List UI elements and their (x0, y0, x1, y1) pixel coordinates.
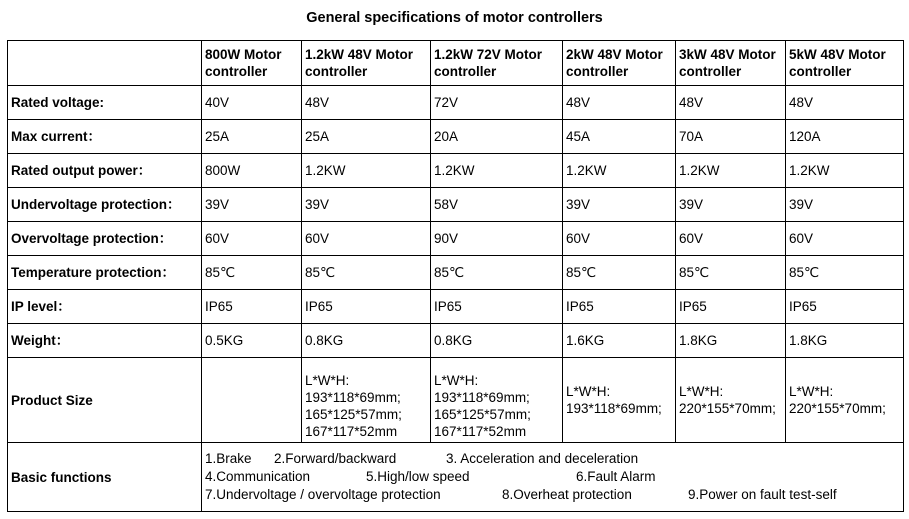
table-cell: 60V (302, 222, 431, 256)
table-cell: 25A (202, 120, 302, 154)
column-header: 2kW 48V Motor controller (563, 41, 676, 86)
table-cell: 0.5KG (202, 324, 302, 358)
row-label: Rated voltage: (8, 86, 202, 120)
row-label: Weight： (8, 324, 202, 358)
table-cell: L*W*H: 193*118*69mm; 165*125*57mm; 167*117*52mm (302, 358, 431, 443)
table-row (8, 324, 904, 358)
table-cell: 70A (676, 120, 786, 154)
table-cell: 48V (302, 86, 431, 120)
table-cell: 85℃ (786, 256, 904, 290)
column-header: 5kW 48V Motor controller (786, 41, 904, 86)
table-cell: 45A (563, 120, 676, 154)
table-cell: 48V (676, 86, 786, 120)
table-cell: 25A (302, 120, 431, 154)
table-row (8, 120, 904, 154)
table-cell: 48V (786, 86, 904, 120)
table-cell: 60V (676, 222, 786, 256)
table-row (8, 256, 904, 290)
basic-functions-row (8, 443, 904, 512)
table-cell: 72V (431, 86, 563, 120)
table-cell: IP65 (676, 290, 786, 324)
table-cell: 85℃ (563, 256, 676, 290)
table-cell: 1.2KW (786, 154, 904, 188)
row-label: Product Size (8, 358, 202, 443)
function-line (205, 486, 900, 504)
table-cell: 1.8KG (786, 324, 904, 358)
table-cell: L*W*H: 220*155*70mm; (786, 358, 904, 443)
table-cell: L*W*H: 193*118*69mm; 165*125*57mm; 167*117*52mm (431, 358, 563, 443)
table-cell: 39V (676, 188, 786, 222)
row-label: Rated output power： (8, 154, 202, 188)
table-cell: 1.2KW (302, 154, 431, 188)
row-label: Overvoltage protection： (8, 222, 202, 256)
column-header: 1.2kW 72V Motor controller (431, 41, 563, 86)
table-cell: 90V (431, 222, 563, 256)
function-item: 3. Acceleration and deceleration (446, 451, 639, 466)
row-label: IP level： (8, 290, 202, 324)
table-cell: 85℃ (676, 256, 786, 290)
function-item: 1.Brake (205, 451, 252, 466)
function-line (205, 450, 900, 468)
column-header: 1.2kW 48V Motor controller (302, 41, 431, 86)
table-row (8, 222, 904, 256)
row-label: Max current： (8, 120, 202, 154)
table-cell: IP65 (202, 290, 302, 324)
row-label: Undervoltage protection： (8, 188, 202, 222)
table-cell: 0.8KG (302, 324, 431, 358)
row-label: Basic functions (8, 443, 202, 512)
function-item: 6.Fault Alarm (576, 469, 656, 484)
table-cell: 48V (563, 86, 676, 120)
header-row (8, 41, 904, 86)
table-row (8, 188, 904, 222)
table-cell: 39V (563, 188, 676, 222)
table-cell: 1.8KG (676, 324, 786, 358)
basic-functions-cell (202, 443, 904, 512)
table-cell: IP65 (786, 290, 904, 324)
corner-cell (8, 41, 202, 86)
table-cell: 39V (302, 188, 431, 222)
table-row (8, 290, 904, 324)
table-cell: IP65 (563, 290, 676, 324)
table-cell: 85℃ (202, 256, 302, 290)
table-cell: 40V (202, 86, 302, 120)
column-header: 800W Motor controller (202, 41, 302, 86)
table-row (8, 154, 904, 188)
table-cell: 60V (786, 222, 904, 256)
function-line (205, 468, 900, 486)
column-header: 3kW 48V Motor controller (676, 41, 786, 86)
table-cell: 60V (202, 222, 302, 256)
table-cell: 800W (202, 154, 302, 188)
table-cell: 60V (563, 222, 676, 256)
table-cell: 1.6KG (563, 324, 676, 358)
function-item: 7.Undervoltage / overvoltage protection (205, 487, 441, 502)
table-cell: 1.2KW (676, 154, 786, 188)
table-cell: L*W*H: 220*155*70mm; (676, 358, 786, 443)
table-cell: 1.2KW (563, 154, 676, 188)
function-item: 9.Power on fault test-self (688, 487, 837, 502)
table-cell: IP65 (431, 290, 563, 324)
table-cell: 120A (786, 120, 904, 154)
table-row (8, 86, 904, 120)
function-item: 2.Forward/backward (274, 451, 397, 466)
row-label: Temperature protection： (8, 256, 202, 290)
table-cell: 39V (202, 188, 302, 222)
function-item: 4.Communication (205, 469, 311, 484)
table-cell: 20A (431, 120, 563, 154)
table-cell: 0.8KG (431, 324, 563, 358)
function-item: 5.High/low speed (366, 469, 470, 484)
table-cell: 58V (431, 188, 563, 222)
product-size-row (8, 358, 904, 443)
table-cell (202, 358, 302, 443)
table-cell: 85℃ (431, 256, 563, 290)
table-cell: L*W*H: 193*118*69mm; (563, 358, 676, 443)
table-cell: 1.2KW (431, 154, 563, 188)
table-cell: 85℃ (302, 256, 431, 290)
table-cell: IP65 (302, 290, 431, 324)
function-item: 8.Overheat protection (502, 487, 632, 502)
table-cell: 39V (786, 188, 904, 222)
spec-table (7, 40, 904, 512)
table-title: General specifications of motor controllers (306, 10, 603, 26)
